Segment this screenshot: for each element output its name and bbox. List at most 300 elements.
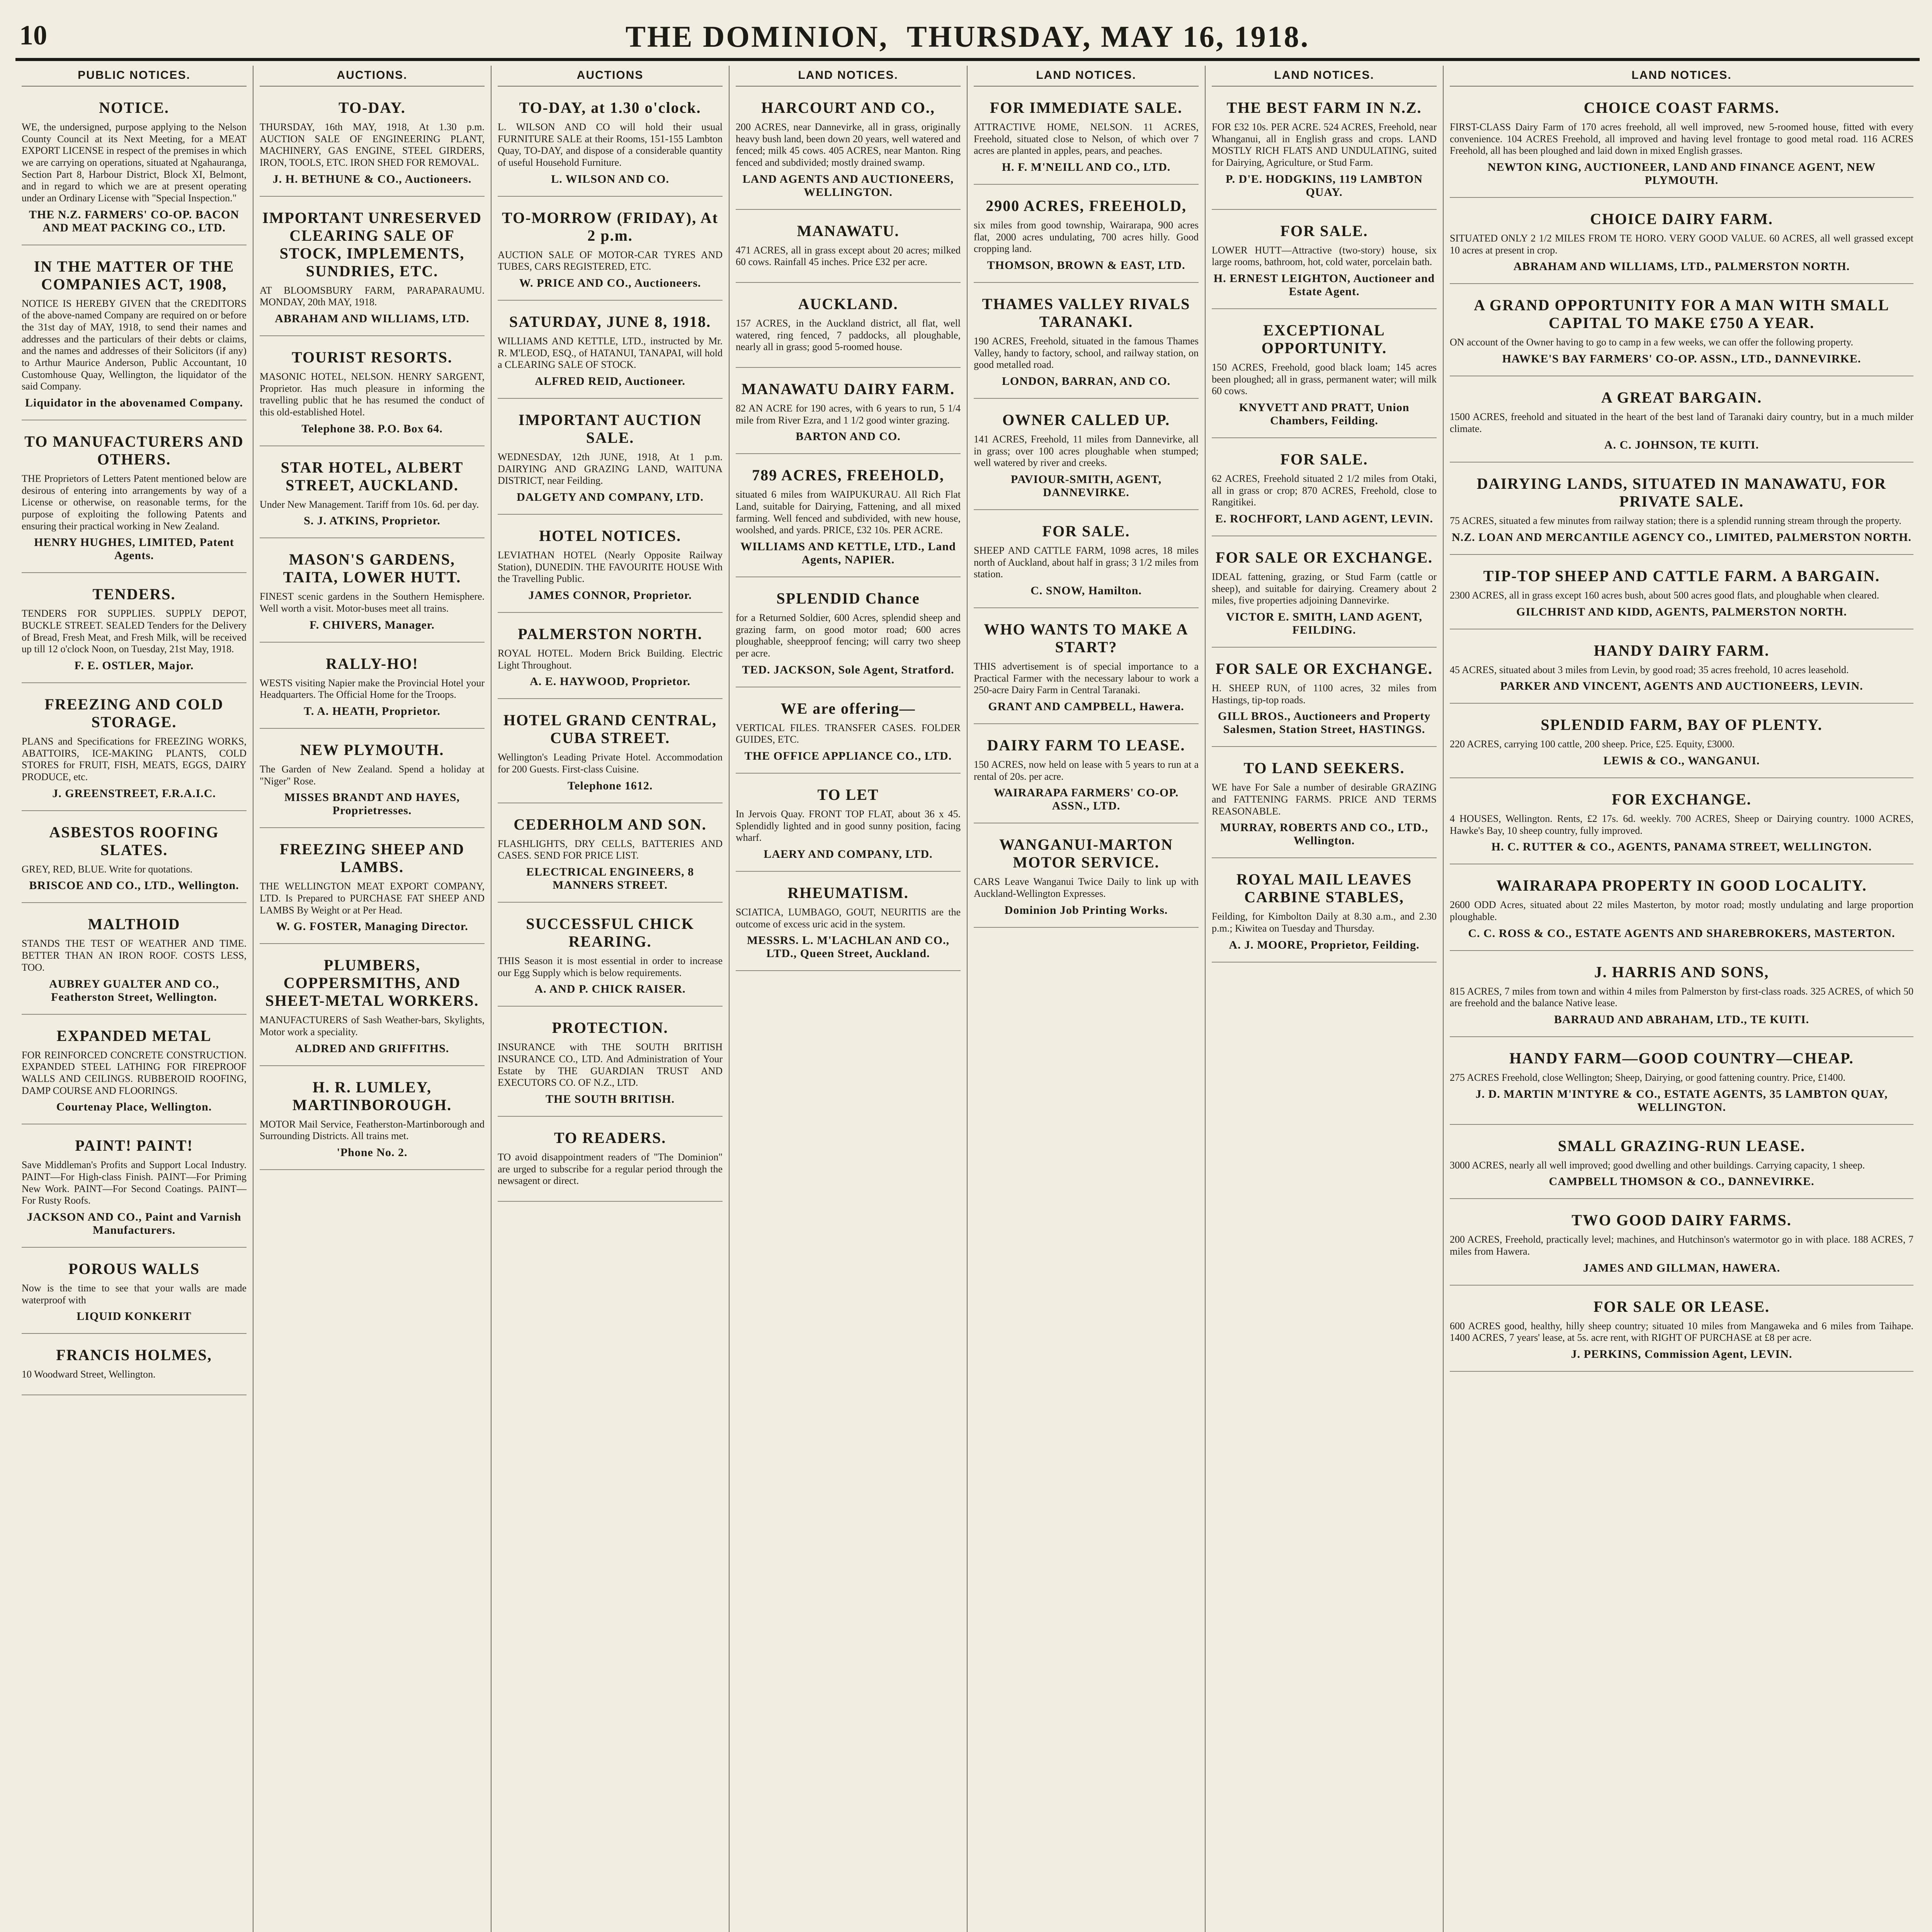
ad-signature: LAND AGENTS AND AUCTIONEERS, WELLINGTON. <box>742 172 954 199</box>
ad-body: FOR REINFORCED CONCRETE CONSTRUCTION. EXPANDED STEEL LATHING FOR FIREPROOF WALLS AND CEILINGS. RUBBEROID ROOFING, DAMP COURSE AND FLOORINGS. <box>22 1049 247 1096</box>
advertisement <box>736 375 961 454</box>
ad-title: CHOICE DAIRY FARM. <box>1590 210 1773 228</box>
page-number: 10 <box>19 20 47 51</box>
ad-title: TENDERS. <box>92 585 176 603</box>
ad-signature: S. J. ATKINS, Proprietor. <box>304 514 440 527</box>
ad-title: FOR SALE OR EXCHANGE. <box>1215 660 1433 678</box>
advertisement <box>1212 316 1437 438</box>
advertisement <box>22 818 247 903</box>
ad-body: STANDS THE TEST OF WEATHER AND TIME. BETTER THAN AN IRON ROOF. COSTS LESS, TOO. <box>22 938 247 973</box>
ad-body: THURSDAY, 16th MAY, 1918, At 1.30 p.m. AUCTION SALE OF ENGINEERING PLANT, MACHINERY, GAS ENGINE, STEEL GIRDERS, IRON, TOOLS, ETC. IRON SHED FOR REMOVAL. <box>260 121 485 168</box>
advertisement <box>974 94 1199 185</box>
ad-title: A GREAT BARGAIN. <box>1601 389 1762 406</box>
ad-title: MALTHOID <box>88 915 180 933</box>
ad-body: 62 ACRES, Freehold situated 2 1/2 miles from Otaki, all in grass or crop; 870 ACRES, Freehold, close to Rangitikei. <box>1212 473 1437 508</box>
advertisement <box>1450 711 1913 778</box>
masthead <box>15 15 1920 61</box>
advertisement <box>260 204 485 336</box>
ad-body: Feilding, for Kimbolton Daily at 8.30 a.m., and 2.30 p.m.; Kiwitea on Tuesday and Thursday. <box>1212 911 1437 934</box>
ad-signature: Dominion Job Printing Works. <box>1004 903 1168 917</box>
ad-title: PALMERSTON NORTH. <box>518 625 702 643</box>
ad-title: OWNER CALLED UP. <box>1002 411 1170 429</box>
ad-title: EXPANDED METAL <box>56 1027 212 1044</box>
ad-signature: ABRAHAM AND WILLIAMS, LTD. <box>275 312 469 325</box>
ad-body: ON account of the Owner having to go to camp in a few weeks, we can offer the following property. <box>1450 337 1853 348</box>
ad-title: CHOICE COAST FARMS. <box>1583 99 1780 116</box>
ad-title: CEDERHOLM AND SON. <box>514 815 707 833</box>
ad-body: THE Proprietors of Letters Patent mentioned below are desirous of entering into arrangements by way of a License or otherwise, on reasonable terms, for the purpose of exploiting the following Patents and ensuring their practical working in New Zealand. <box>22 473 247 532</box>
ad-body: 150 ACRES, Freehold, good black loam; 145 acres been ploughed; all in grass, permanent water; will milk 60 cows. <box>1212 362 1437 397</box>
ad-title: RHEUMATISM. <box>787 884 909 902</box>
ad-body: L. WILSON AND CO will hold their usual FURNITURE SALE at their Rooms, 151-155 Lambton Quay, TO-DAY, and dispose of a considerable quantity of useful Household Furniture. <box>498 121 723 168</box>
ad-title: FOR IMMEDIATE SALE. <box>990 99 1183 116</box>
advertisement <box>260 736 485 828</box>
ad-body: PLANS and Specifications for FREEZING WORKS, ABATTOIRS, ICE-MAKING PLANTS, COLD STORES for FRUIT, FISH, MEATS, EGGS, DAIRY PRODUCE, etc. <box>22 736 247 783</box>
ad-signature: GILCHRIST AND KIDD, AGENTS, PALMERSTON NORTH. <box>1516 605 1847 618</box>
advertisement <box>260 94 485 197</box>
column-header: AUCTIONS. <box>260 66 485 87</box>
ad-signature: L. WILSON AND CO. <box>551 172 669 185</box>
ad-signature: P. D'E. HODGKINS, 119 LAMBTON QUAY. <box>1226 172 1423 199</box>
ad-title: NOTICE. <box>99 99 169 116</box>
ad-signature: VICTOR E. SMITH, LAND AGENT, FEILDING. <box>1226 611 1422 637</box>
ad-signature: THE OFFICE APPLIANCE CO., LTD. <box>744 750 952 763</box>
advertisement <box>1212 543 1437 648</box>
ad-body: GREY, RED, BLUE. Write for quotations. <box>22 863 193 875</box>
ad-signature: F. E. OSTLER, Major. <box>74 659 194 672</box>
ad-signature: A. E. HAYWOOD, Proprietor. <box>530 675 690 688</box>
ad-title: TO LAND SEEKERS. <box>1243 759 1405 777</box>
ad-body: 45 ACRES, situated about 3 miles from Levin, by good road; 35 acres freehold, 10 acres leasehold. <box>1450 664 1849 675</box>
ad-body: CARS Leave Wanganui Twice Daily to link up with Auckland-Wellington Expresses. <box>974 876 1199 900</box>
ad-body: 275 ACRES Freehold, close Wellington; Sheep, Dairying, or good fattening country. Price, £1400. <box>1450 1072 1846 1083</box>
advertisement <box>974 731 1199 823</box>
ad-body: THIS advertisement is of special importance to a Practical Farmer with the necessary labour to work a 250-acre Dairy Farm in Central Taranaki. <box>974 661 1199 696</box>
ad-title: MANAWATU DAIRY FARM. <box>741 380 955 398</box>
ad-signature: HAWKE'S BAY FARMERS' CO-OP. ASSN., LTD., DANNEVIRKE. <box>1502 352 1861 366</box>
column-1 <box>15 66 253 1932</box>
advertisement <box>260 951 485 1066</box>
ad-title: TWO GOOD DAIRY FARMS. <box>1571 1211 1792 1229</box>
ad-title: PAINT! PAINT! <box>75 1137 193 1155</box>
advertisement <box>1212 94 1437 210</box>
ad-body: In Jervois Quay. FRONT TOP FLAT, about 36 x 45. Splendidly lighted and in good sunny position, facing wharf. <box>736 808 961 844</box>
advertisement <box>1450 205 1913 284</box>
advertisement <box>498 94 723 197</box>
ad-title: POROUS WALLS <box>68 1260 200 1277</box>
ad-signature: ELECTRICAL ENGINEERS, 8 MANNERS STREET. <box>526 866 694 892</box>
column-header: LAND NOTICES. <box>1450 66 1913 87</box>
ad-signature: PAVIOUR-SMITH, AGENT, DANNEVIRKE. <box>1010 473 1162 499</box>
ad-title: FOR SALE OR LEASE. <box>1593 1298 1770 1315</box>
advertisement <box>1212 445 1437 536</box>
ad-body: MOTOR Mail Service, Featherston-Martinborough and Surrounding Districts. All trains met. <box>260 1118 485 1142</box>
ad-signature: MURRAY, ROBERTS AND CO., LTD., Wellington. <box>1220 821 1429 847</box>
ad-signature: TED. JACKSON, Sole Agent, Stratford. <box>742 663 954 676</box>
ad-title: ROYAL MAIL LEAVES CARBINE STABLES, <box>1236 871 1412 906</box>
advertisement <box>1450 636 1913 704</box>
ad-title: FOR SALE. <box>1042 522 1130 540</box>
issue-date: THURSDAY, MAY 16, 1918. <box>906 20 1310 53</box>
ad-body: FIRST-CLASS Dairy Farm of 170 acres freehold, all well improved, new 5-roomed house, fitted with every convenience. 104 ACRES Freehold, all improved and having level frontage to good metal road. 116 ACRES Freehold, all has been ploughed and laid down in mixed English grasses. <box>1450 121 1913 156</box>
ad-body: H. SHEEP RUN, of 1100 acres, 32 miles from Hastings, tip-top roads. <box>1212 682 1437 706</box>
ad-title: AUCKLAND. <box>798 295 898 313</box>
advertisement <box>22 1022 247 1125</box>
ad-title: FRANCIS HOLMES, <box>56 1346 212 1364</box>
advertisement <box>498 810 723 903</box>
ad-signature: GILL BROS., Auctioneers and Property Salesmen, Station Street, HASTINGS. <box>1218 710 1431 736</box>
advertisement <box>1212 754 1437 858</box>
ad-signature: AUBREY GUALTER AND CO., Featherston Street, Wellington. <box>49 977 219 1003</box>
ad-title: SUCCESSFUL CHICK REARING. <box>526 915 694 951</box>
ad-body: 2300 ACRES, all in grass except 160 acres bush, about 500 acres good flats, and ploughable when cleared. <box>1450 590 1879 601</box>
ad-body: 220 ACRES, carrying 100 cattle, 200 sheep. Price, £25. Equity, £3000. <box>1450 738 1735 750</box>
ad-signature: JACKSON AND CO., Paint and Varnish Manufacturers. <box>27 1210 242 1236</box>
ad-signature: BARTON AND CO. <box>796 430 901 443</box>
ad-signature: Telephone 38. P.O. Box 64. <box>301 422 443 435</box>
advertisement <box>260 453 485 539</box>
ad-body: situated 6 miles from WAIPUKURAU. All Rich Flat Land, suitable for Dairying, Fattening, and all mixed farming. Well fenced and subdivided, with new house, woolshed, and yards. PRICE, £32 10s. PER ACRE. <box>736 489 961 536</box>
advertisement <box>974 290 1199 399</box>
ad-title: FOR SALE. <box>1280 451 1368 468</box>
ad-signature: KNYVETT AND PRATT, Union Chambers, Feilding. <box>1239 401 1410 427</box>
ad-body: 150 ACRES, now held on lease with 5 years to run at a rental of 20s. per acre. <box>974 759 1199 782</box>
advertisement <box>22 580 247 683</box>
ad-title: PLUMBERS, COPPERSMITHS, AND SHEET-METAL WORKERS. <box>265 956 479 1010</box>
advertisement <box>974 615 1199 724</box>
column-3 <box>492 66 730 1932</box>
ad-title: HOTEL GRAND CENTRAL, CUBA STREET. <box>503 711 717 747</box>
ad-body: LEVIATHAN HOTEL (Nearly Opposite Railway Station), DUNEDIN. THE FAVOURITE HOUSE With the Travelling Public. <box>498 549 723 585</box>
ad-title: SPLENDID Chance <box>776 590 920 607</box>
advertisement <box>1450 1206 1913 1285</box>
ad-title: TO MANUFACTURERS AND OTHERS. <box>24 433 244 468</box>
ad-body: WESTS visiting Napier make the Provincial Hotel your Headquarters. The Official Home for the Troops. <box>260 677 485 701</box>
advertisement <box>498 910 723 1007</box>
advertisement <box>260 343 485 446</box>
ad-body: THIS Season it is most essential in order to increase our Egg Supply which is below requirements. <box>498 955 723 978</box>
ad-title: THAMES VALLEY RIVALS TARANAKI. <box>982 295 1190 331</box>
ad-body: SITUATED ONLY 2 1/2 MILES FROM TE HORO. VERY GOOD VALUE. 60 ACRES, all well grassed except 10 acres at present in crop. <box>1450 233 1913 256</box>
advertisement <box>22 910 247 1014</box>
advertisement <box>974 406 1199 510</box>
ad-body: SCIATICA, LUMBAGO, GOUT, NEURITIS are the outcome of excess uric acid in the system. <box>736 906 961 930</box>
advertisement <box>498 620 723 699</box>
ad-signature: J. D. MARTIN M'INTYRE & CO., ESTATE AGENTS, 35 LAMBTON QUAY, WELLINGTON. <box>1475 1087 1888 1114</box>
ad-body: WE have For Sale a number of desirable GRAZING and FATTENING FARMS. PRICE AND TERMS REASONABLE. <box>1212 782 1437 817</box>
ad-title: FOR SALE. <box>1280 222 1368 240</box>
advertisement <box>736 94 961 210</box>
advertisement <box>498 706 723 803</box>
column-header: PUBLIC NOTICES. <box>22 66 247 87</box>
advertisement <box>498 308 723 399</box>
ad-title: FOR EXCHANGE. <box>1612 791 1752 808</box>
ad-signature: LONDON, BARRAN, AND CO. <box>1002 375 1171 388</box>
advertisement <box>1450 871 1913 951</box>
ad-signature: W. G. FOSTER, Managing Director. <box>276 920 468 933</box>
advertisement <box>1450 1293 1913 1372</box>
ad-title: TOURIST RESORTS. <box>292 349 452 366</box>
advertisement <box>22 1341 247 1395</box>
ad-title: WE are offering— <box>781 699 916 717</box>
ad-title: J. HARRIS AND SONS, <box>1594 963 1769 981</box>
advertisement <box>974 517 1199 608</box>
advertisement <box>1450 94 1913 198</box>
ad-signature: LAERY AND COMPANY, LTD. <box>764 848 933 861</box>
ad-signature: ALFRED REID, Auctioneer. <box>535 375 685 388</box>
advertisement <box>736 781 961 872</box>
ad-body: 4 HOUSES, Wellington. Rents, £2 17s. 6d. weekly. 700 ACRES, Sheep or Dairying country. 1000 ACRES, Hawke's Bay, 10 sheep country, fully improved. <box>1450 813 1913 836</box>
ad-title: WHO WANTS TO MAKE A START? <box>984 621 1189 656</box>
advertisement <box>260 650 485 729</box>
ad-body: 200 ACRES, near Dannevirke, all in grass, originally heavy bush land, been down 20 years, well watered and fenced; milk 45 cows. 405 ACRES, near Manton. Ring fenced and subdivided; mostly drained swamp. <box>736 121 961 168</box>
ad-signature: W. PRICE AND CO., Auctioneers. <box>519 277 701 290</box>
ad-title: STAR HOTEL, ALBERT STREET, AUCKLAND. <box>281 458 464 494</box>
ad-title: IN THE MATTER OF THE COMPANIES ACT, 1908, <box>34 257 235 293</box>
advertisement <box>736 461 961 577</box>
ad-signature: H. F. M'NEILL AND CO., LTD. <box>1002 161 1171 174</box>
ad-signature: LEWIS & CO., WANGANUI. <box>1603 754 1760 767</box>
ad-body: 157 ACRES, in the Auckland district, all flat, well watered, ring fenced, 7 paddocks, all ploughable, nearly all in grass; good 5-roomed house. <box>736 318 961 353</box>
ad-signature: NEWTON KING, AUCTIONEER, LAND AND FINANCE AGENT, NEW PLYMOUTH. <box>1487 161 1876 187</box>
masthead-title <box>15 19 1920 54</box>
ad-title: NEW PLYMOUTH. <box>300 741 444 759</box>
ad-signature: E. ROCHFORT, LAND AGENT, LEVIN. <box>1215 512 1433 526</box>
ad-signature: J. GREENSTREET, F.R.A.I.C. <box>52 787 216 800</box>
ad-title: MANAWATU. <box>797 222 900 240</box>
ad-body: IDEAL fattening, grazing, or Stud Farm (cattle or sheep), and suitable for dairying. Creamery about 2 miles, five properties adjoining Dannevirke. <box>1212 571 1437 606</box>
ad-signature: CAMPBELL THOMSON & CO., DANNEVIRKE. <box>1549 1175 1815 1188</box>
advertisement <box>22 1255 247 1334</box>
advertisement <box>736 879 961 971</box>
ad-title: FOR SALE OR EXCHANGE. <box>1215 549 1433 566</box>
advertisement <box>1450 383 1913 463</box>
advertisement <box>498 522 723 613</box>
column-header: LAND NOTICES. <box>974 66 1199 87</box>
advertisement <box>22 427 247 573</box>
advertisement <box>22 690 247 811</box>
ad-signature: Telephone 1612. <box>567 779 653 792</box>
ad-signature: JAMES CONNOR, Proprietor. <box>528 589 692 602</box>
ad-body: FINEST scenic gardens in the Southern Hemisphere. Well worth a visit. Motor-buses meet all trains. <box>260 591 485 614</box>
ad-signature: BARRAUD AND ABRAHAM, LTD., TE KUITI. <box>1554 1013 1810 1026</box>
ad-signature: J. H. BETHUNE & CO., Auctioneers. <box>272 172 472 185</box>
ad-signature: THE SOUTH BRITISH. <box>546 1093 675 1106</box>
ad-body: Under New Management. Tariff from 10s. 6d. per day. <box>260 498 479 510</box>
advertisement <box>736 217 961 283</box>
advertisement <box>974 830 1199 927</box>
ad-signature: Liquidator in the abovenamed Company. <box>25 396 243 410</box>
ad-signature: MISSES BRANDT AND HAYES, Proprietresses. <box>284 791 460 817</box>
advertisement <box>736 694 961 774</box>
ad-signature: MESSRS. L. M'LACHLAN AND CO., LTD., Queen Street, Auckland. <box>747 934 950 960</box>
ad-title: IMPORTANT AUCTION SALE. <box>518 411 702 447</box>
ad-title: SMALL GRAZING-RUN LEASE. <box>1558 1137 1806 1155</box>
ad-body: 815 ACRES, 7 miles from town and within 4 miles from Palmerston by first-class roads. 325 ACRES, of which 50 are freehold and the balance Native lease. <box>1450 985 1913 1009</box>
ad-body: ROYAL HOTEL. Modern Brick Building. Electric Light Throughout. <box>498 648 723 671</box>
ad-title: SATURDAY, JUNE 8, 1918. <box>509 313 711 331</box>
ad-title: HANDY DAIRY FARM. <box>1594 641 1770 659</box>
ad-body: FOR £32 10s. PER ACRE. 524 ACRES, Freehold, near Whanganui, all in English grass and crops. LAND MOSTLY RICH FLATS AND UNDULATING, suited for Dairying, Agriculture, or Stud Farm. <box>1212 121 1437 168</box>
ad-body: 1500 ACRES, freehold and situated in the heart of the best land of Taranaki dairy country, but in a much milder climate. <box>1450 411 1913 434</box>
ad-title: DAIRY FARM TO LEASE. <box>987 736 1185 754</box>
ad-signature: H. C. RUTTER & CO., AGENTS, PANAMA STREET, WELLINGTON. <box>1491 840 1872 854</box>
ad-signature: J. PERKINS, Commission Agent, LEVIN. <box>1571 1348 1793 1361</box>
columns-container <box>15 66 1920 1932</box>
advertisement <box>260 835 485 944</box>
ad-signature: N.Z. LOAN AND MERCANTILE AGENCY CO., LIMITED, PALMERSTON NORTH. <box>1452 531 1912 544</box>
ad-signature: A. C. JOHNSON, TE KUITI. <box>1604 439 1759 452</box>
ad-body: Wellington's Leading Private Hotel. Accommodation for 200 Guests. First-class Cuisine. <box>498 752 723 775</box>
ad-signature: A. AND P. CHICK RAISER. <box>534 983 686 996</box>
ad-signature: LIQUID KONKERIT <box>77 1310 192 1323</box>
advertisement <box>498 204 723 301</box>
column-header: LAND NOTICES. <box>736 66 961 87</box>
ad-title: TO READERS. <box>554 1129 667 1147</box>
column-4 <box>730 66 968 1932</box>
advertisement <box>1212 655 1437 747</box>
ad-body: 10 Woodward Street, Wellington. <box>22 1369 156 1380</box>
advertisement <box>260 1073 485 1170</box>
ad-body: for a Returned Soldier, 600 Acres, splendid sheep and grazing farm, on good motor road; 600 acres ploughable, sheepproof fencing; will carry two sheep per acre. <box>736 612 961 659</box>
ad-title: THE BEST FARM IN N.Z. <box>1226 99 1422 116</box>
ad-title: TO-MORROW (FRIDAY), At 2 p.m. <box>502 209 718 244</box>
advertisement <box>498 1014 723 1117</box>
ad-signature: THOMSON, BROWN & EAST, LTD. <box>987 259 1185 272</box>
ad-signature: JAMES AND GILLMAN, HAWERA. <box>1583 1261 1781 1274</box>
ad-title: HANDY FARM—GOOD COUNTRY—CHEAP. <box>1509 1049 1854 1067</box>
ad-signature: DALGETY AND COMPANY, LTD. <box>517 491 704 504</box>
advertisement <box>1450 785 1913 864</box>
ad-title: FREEZING SHEEP AND LAMBS. <box>279 840 465 876</box>
ad-body: WE, the undersigned, purpose applying to the Nelson County Council at its Next Meeting, for a MEAT EXPORT LICENSE in respect of the premises in which we are carrying on operations, situated at Ngahauranga, Section Part 8, Harbour District, Block XI, Belmont, and in regard to which we are at present operating under an Ordinary License with "Special Inspection." <box>22 121 247 204</box>
ad-signature: C. SNOW, Hamilton. <box>1031 584 1142 597</box>
advertisement <box>1450 1132 1913 1199</box>
advertisement <box>498 406 723 515</box>
ad-signature: WILLIAMS AND KETTLE, LTD., Land Agents, NAPIER. <box>740 540 956 566</box>
advertisement <box>1450 469 1913 555</box>
column-header: LAND NOTICES. <box>1212 66 1437 87</box>
ad-signature: C. C. ROSS & CO., ESTATE AGENTS AND SHAREBROKERS, MASTERTON. <box>1468 927 1895 940</box>
advertisement <box>22 94 247 245</box>
advertisement <box>974 192 1199 283</box>
ad-title: SPLENDID FARM, BAY OF PLENTY. <box>1541 716 1823 734</box>
ad-title: TO-DAY. <box>338 99 406 116</box>
ad-body: ATTRACTIVE HOME, NELSON. 11 ACRES, Freehold, situated close to Nelson, of which over 7 acres are planted in apples, pears, and peaches. <box>974 121 1199 156</box>
ad-body: 3000 ACRES, nearly all well improved; good dwelling and other buildings. Carrying capacity, 1 sheep. <box>1450 1159 1865 1171</box>
advertisement <box>22 252 247 420</box>
ad-signature: BRISCOE AND CO., LTD., Wellington. <box>29 879 239 892</box>
ad-body: THE WELLINGTON MEAT EXPORT COMPANY, LTD. Is Prepared to PURCHASE FAT SHEEP AND LAMBS By Weight or at Per Head. <box>260 881 485 916</box>
ad-body: INSURANCE with THE SOUTH BRITISH INSURANCE CO., LTD. And Administration of Your Estate by THE GUARDIAN TRUST AND EXECUTORS CO. OF N.Z., LTD. <box>498 1041 723 1088</box>
ad-signature: H. ERNEST LEIGHTON, Auctioneer and Estate Agent. <box>1213 272 1435 298</box>
advertisement <box>1450 562 1913 629</box>
ad-body: TENDERS FOR SUPPLIES. SUPPLY DEPOT, BUCKLE STREET. SEALED Tenders for the Delivery of Bread, Fresh Meat, and Fresh Milk, will be received up till 12 o'clock Noon, on Tuesday, 21st May, 1918. <box>22 608 247 655</box>
advertisement <box>1450 1044 1913 1125</box>
ad-signature: F. CHIVERS, Manager. <box>310 618 435 631</box>
ad-title: WAIRARAPA PROPERTY IN GOOD LOCALITY. <box>1496 877 1867 895</box>
ad-body: The Garden of New Zealand. Spend a holiday at "Niger" Rose. <box>260 764 485 787</box>
ad-signature: PARKER AND VINCENT, AGENTS AND AUCTIONEERS, LEVIN. <box>1500 680 1863 693</box>
ad-title: RALLY-HO! <box>326 655 418 672</box>
ad-body: 600 ACRES good, healthy, hilly sheep country; situated 10 miles from Mangaweka and 6 miles from Taihape. 1400 ACRES, 7 years' lease, at 5s. acre rent, with RIGHT OF PURCHASE at £8 per acre. <box>1450 1320 1913 1344</box>
ad-body: 190 ACRES, Freehold, situated in the famous Thames Valley, handy to factory, school, and railway station, on good metalled road. <box>974 335 1199 371</box>
ad-body: AT BLOOMSBURY FARM, PARAPARAUMU. MONDAY, 20th MAY, 1918. <box>260 284 485 308</box>
ad-signature: Courtenay Place, Wellington. <box>56 1100 212 1114</box>
ad-body: 82 AN ACRE for 190 acres, with 6 years to run, 5 1/4 mile from River Ezra, and 1 1/2 good winter grazing. <box>736 403 961 426</box>
ad-title: TIP-TOP SHEEP AND CATTLE FARM. A BARGAIN. <box>1483 567 1880 585</box>
advertisement <box>1212 217 1437 309</box>
ad-title: TO LET <box>817 786 879 804</box>
column-6 <box>1206 66 1444 1932</box>
ad-title: HOTEL NOTICES. <box>539 527 682 545</box>
ad-title: PROTECTION. <box>552 1019 668 1037</box>
ad-body: MASONIC HOTEL, NELSON. HENRY SARGENT, Proprietor. Has much pleasure in informing the travelling public that he has resumed the conduct of this old-established Hotel. <box>260 371 485 418</box>
advertisement <box>260 545 485 642</box>
ad-body: 75 ACRES, situated a few minutes from railway station; there is a splendid running stream through the property. <box>1450 515 1901 527</box>
ad-title: A GRAND OPPORTUNITY FOR A MAN WITH SMALL CAPITAL TO MAKE £750 A YEAR. <box>1474 296 1889 332</box>
ad-body: six miles from good township, Wairarapa, 900 acres flat, 2000 acres undulating, 700 acres hilly. Good cropping land. <box>974 219 1199 255</box>
ad-body: 471 ACRES, all in grass except about 20 acres; milked 60 cows. Rainfall 45 inches. Price £32 per acre. <box>736 244 961 268</box>
ad-title: FREEZING AND COLD STORAGE. <box>44 696 224 731</box>
advertisement <box>1450 291 1913 376</box>
ad-signature: THE N.Z. FARMERS' CO-OP. BACON AND MEAT PACKING CO., LTD. <box>29 208 240 234</box>
ad-signature: ABRAHAM AND WILLIAMS, LTD., PALMERSTON NORTH. <box>1513 260 1850 273</box>
advertisement <box>1450 958 1913 1037</box>
ad-signature: 'Phone No. 2. <box>337 1146 408 1159</box>
ad-title: EXCEPTIONAL OPPORTUNITY. <box>1261 321 1387 357</box>
ad-body: 2600 ODD Acres, situated about 22 miles Masterton, by motor road; mostly undulating and large proportion ploughable. <box>1450 899 1913 923</box>
ad-signature: GRANT AND CAMPBELL, Hawera. <box>988 700 1184 713</box>
ad-title: DAIRYING LANDS, SITUATED IN MANAWATU, FOR PRIVATE SALE. <box>1476 475 1887 510</box>
advertisement <box>498 1124 723 1202</box>
ad-signature: T. A. HEATH, Proprietor. <box>304 705 440 718</box>
ad-body: AUCTION SALE OF MOTOR-CAR TYRES AND TUBES, CARS REGISTERED, ETC. <box>498 249 723 272</box>
column-header: AUCTIONS <box>498 66 723 87</box>
advertisement <box>736 584 961 687</box>
ad-body: Save Middleman's Profits and Support Local Industry. PAINT—For High-class Finish. PAINT—For Priming New Work. PAINT—For Second Coatings. PAINT—For Rusty Roofs. <box>22 1159 247 1206</box>
column-5 <box>968 66 1206 1932</box>
ad-title: ASBESTOS ROOFING SLATES. <box>49 823 219 859</box>
ad-body: WEDNESDAY, 12th JUNE, 1918, At 1 p.m. DAIRYING AND GRAZING LAND, WAITUNA DISTRICT, near Feilding. <box>498 451 723 486</box>
ad-signature: HENRY HUGHES, LIMITED, Patent Agents. <box>34 536 234 562</box>
ad-title: H. R. LUMLEY, MARTINBOROUGH. <box>292 1078 452 1114</box>
ad-body: 141 ACRES, Freehold, 11 miles from Dannevirke, all in grass; over 100 acres ploughable when stumped; well watered by river and creeks. <box>974 434 1199 469</box>
ad-body: 200 ACRES, Freehold, practically level; machines, and Hutchinson's watermotor go in with place. 188 ACRES, 7 miles from Hawera. <box>1450 1234 1913 1257</box>
advertisement <box>736 290 961 368</box>
ad-title: HARCOURT AND CO., <box>761 99 935 116</box>
paper-name: THE DOMINION, <box>625 20 889 53</box>
ad-body: WILLIAMS AND KETTLE, LTD., instructed by Mr. R. M'LEOD, ESQ., of HATANUI, TANAPAI, will hold a CLEARING SALE OF STOCK. <box>498 335 723 371</box>
ad-body: TO avoid disappointment readers of "The Dominion" are urged to subscribe for a regular period through the newsagent or direct. <box>498 1151 723 1187</box>
ad-title: 789 ACRES, FREEHOLD, <box>752 466 944 484</box>
ad-signature: ALDRED AND GRIFFITHS. <box>295 1042 449 1055</box>
ad-signature: WAIRARAPA FARMERS' CO-OP. ASSN., LTD. <box>993 786 1179 813</box>
advertisement <box>1212 865 1437 962</box>
ad-body: MANUFACTURERS of Sash Weather-bars, Skylights, Motor work a speciality. <box>260 1014 485 1038</box>
ad-title: WANGANUI-MARTON MOTOR SERVICE. <box>999 836 1173 871</box>
column-7 <box>1444 66 1920 1932</box>
column-2 <box>253 66 492 1932</box>
ad-body: LOWER HUTT—Attractive (two-story) house, six large rooms, bathroom, hot, cold water, porcelain bath. <box>1212 244 1437 268</box>
ad-body: NOTICE IS HEREBY GIVEN that the CREDITORS of the above-named Company are required on or before the 31st day of MAY, 1918, to send their names and addresses and the particulars of their debts or claims, and the names and addresses of their Solicitors (if any) to Arthur Maurice Anderson, Public Accountant, 10 Customhouse Quay, Wellington, the liquidator of the said Company. <box>22 298 247 392</box>
ad-title: MASON'S GARDENS, TAITA, LOWER HUTT. <box>283 551 461 586</box>
ad-body: SHEEP AND CATTLE FARM, 1098 acres, 18 miles north of Auckland, about half in grass; 3 1/2 miles from station. <box>974 545 1199 580</box>
ad-body: FLASHLIGHTS, DRY CELLS, BATTERIES AND CASES. SEND FOR PRICE LIST. <box>498 838 723 861</box>
ad-body: VERTICAL FILES. TRANSFER CASES. FOLDER GUIDES, ETC. <box>736 722 961 745</box>
ad-body: Now is the time to see that your walls are made waterproof with <box>22 1282 247 1306</box>
ad-title: 2900 ACRES, FREEHOLD, <box>986 197 1187 215</box>
